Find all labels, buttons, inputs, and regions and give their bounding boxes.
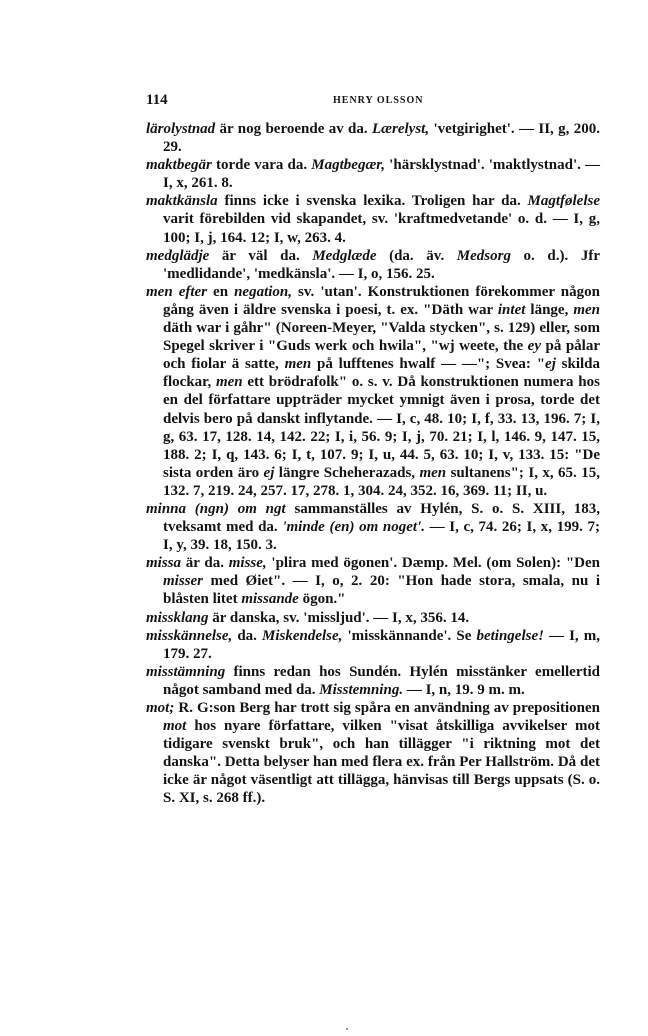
entry-headword: misstämning (146, 663, 226, 680)
running-head (146, 92, 596, 110)
entry-headword: medglädje (146, 247, 210, 264)
entry-misskannelse: misskännelse, da. Miskendelse, 'misskännande'. Se betingelse! — I, m, 179. 27. (146, 627, 601, 662)
entry-headword: minna (ngn) om ngt (146, 500, 286, 517)
entry-headword: mot; (146, 700, 175, 716)
entry-misstamning: misstämning finns redan hos Sundén. Hylén misstänker emellertid något samband med da. Misstemning. — I, n, 19. 9 m. m. (146, 663, 600, 698)
entry-headword: misskännelse, (146, 627, 233, 644)
entry-medgladje: medglädje är väl da. Medglæde (da. äv. Medsorg o. d.). Jfr 'medlidande', 'medkänsla'. — I, o, 156. 25. (146, 247, 600, 282)
entry-men-efter: men efter en negation, sv. 'utan'. Konstruktionen förekommer någon gång även i äldre svenska i poesi, t. ex. "Däth war intet länge, men däth war i gåhr" (Noreen-Meyer, "Valda stycken", s. 129) eller, som Spegel skriver i "Guds werk och hwila", "wj weete, the ey på pålar och fiolar ä satte, men på lufftenes hwalf — —"; Svea: "ej skilda flockar, men ett brödrafolk" o. s. v. Då konstruktionen numera hos en del författare uppträder mycket ymnigt även i prosa, torde det delvis bero på danskt inflytande. — I, c, 48. 10; I, f, 33. 13, 196. 7; I, g, 63. 17, 128. 14, 142. 22; I, i, 56. 9; I, j, 70. 21; I, l, 146. 9, 147. 15, 188. 2; I, q, 143. 6; I, t, 107. 9; I, u, 44. 5, 63. 10; I, v, 133. 15: "De sista orden äro ej längre Scheherazads, men sultanens"; I, x, 65. 15, 132. 7, 219. 24, 257. 17, 278. 1, 304. 24, 352. 16, 369. 11; II, u. (146, 283, 600, 499)
entry-maktkansla: maktkänsla finns icke i svenska lexika. Troligen har da. Magtfølelse varit förebilden vid skapandet, sv. 'kraftmedvetande' o. d. — I, g, 100; I, j, 164. 12; I, w, 263. 4. (146, 193, 600, 246)
entry-headword: maktbegär (146, 157, 212, 174)
entry-headword: maktkänsla (146, 193, 218, 210)
entry-headword: men efter (146, 283, 208, 300)
entry-headword: missa (146, 555, 182, 572)
entry-headword: missklang (146, 609, 209, 626)
entry-minna: minna (ngn) om ngt sammanställes av Hylén, S. o. S. XIII, 183, tveksamt med da. 'minde (en) om noget'. — I, c, 74. 26; I, x, 199. 7; I, y, 39. 18, 150. 3. (146, 500, 600, 554)
entry-larolystnad: lärolystnad är nog beroende av da. Lærelyst, 'vetgirighet'. — II, g, 200. 29. (146, 121, 600, 156)
entry-missa: missa är da. misse, 'plira med ögonen'. Dæmp. Mel. (om Solen): "Den misser med Øiet". — I, o, 2. 20: "Hon hade stora, smala, nu i blåsten litet missande ögon." (146, 555, 600, 608)
running-head-author: HENRY OLSSON (333, 95, 424, 106)
dictionary-entries (146, 120, 600, 808)
entry-mot: mot; R. G:son Berg har trott sig spåra en användning av prepositionen mot hos nyare författare, vilken "visat åtskilliga avvikelser mot tidigare svenskt bruk", och han tillägger "i riktning mot det danska". Detta belyser han med flera ex. från Per Hallström. Då det icke är något väsentligt att tillägga, hänvisas till Bergs uppsats (S. o. S. XI, s. 268 ff.). (146, 700, 600, 807)
entry-missklang: missklang är danska, sv. 'missljud'. — I, x, 356. 14. (146, 609, 470, 626)
entry-headword: lärolystnad (146, 121, 216, 137)
print-speck (346, 1028, 348, 1030)
entry-maktbegar: maktbegär torde vara da. Magtbegær, 'härsklystnad'. 'maktlystnad'. — I, x, 261. 8. (146, 157, 600, 192)
page-number: 114 (146, 92, 168, 108)
